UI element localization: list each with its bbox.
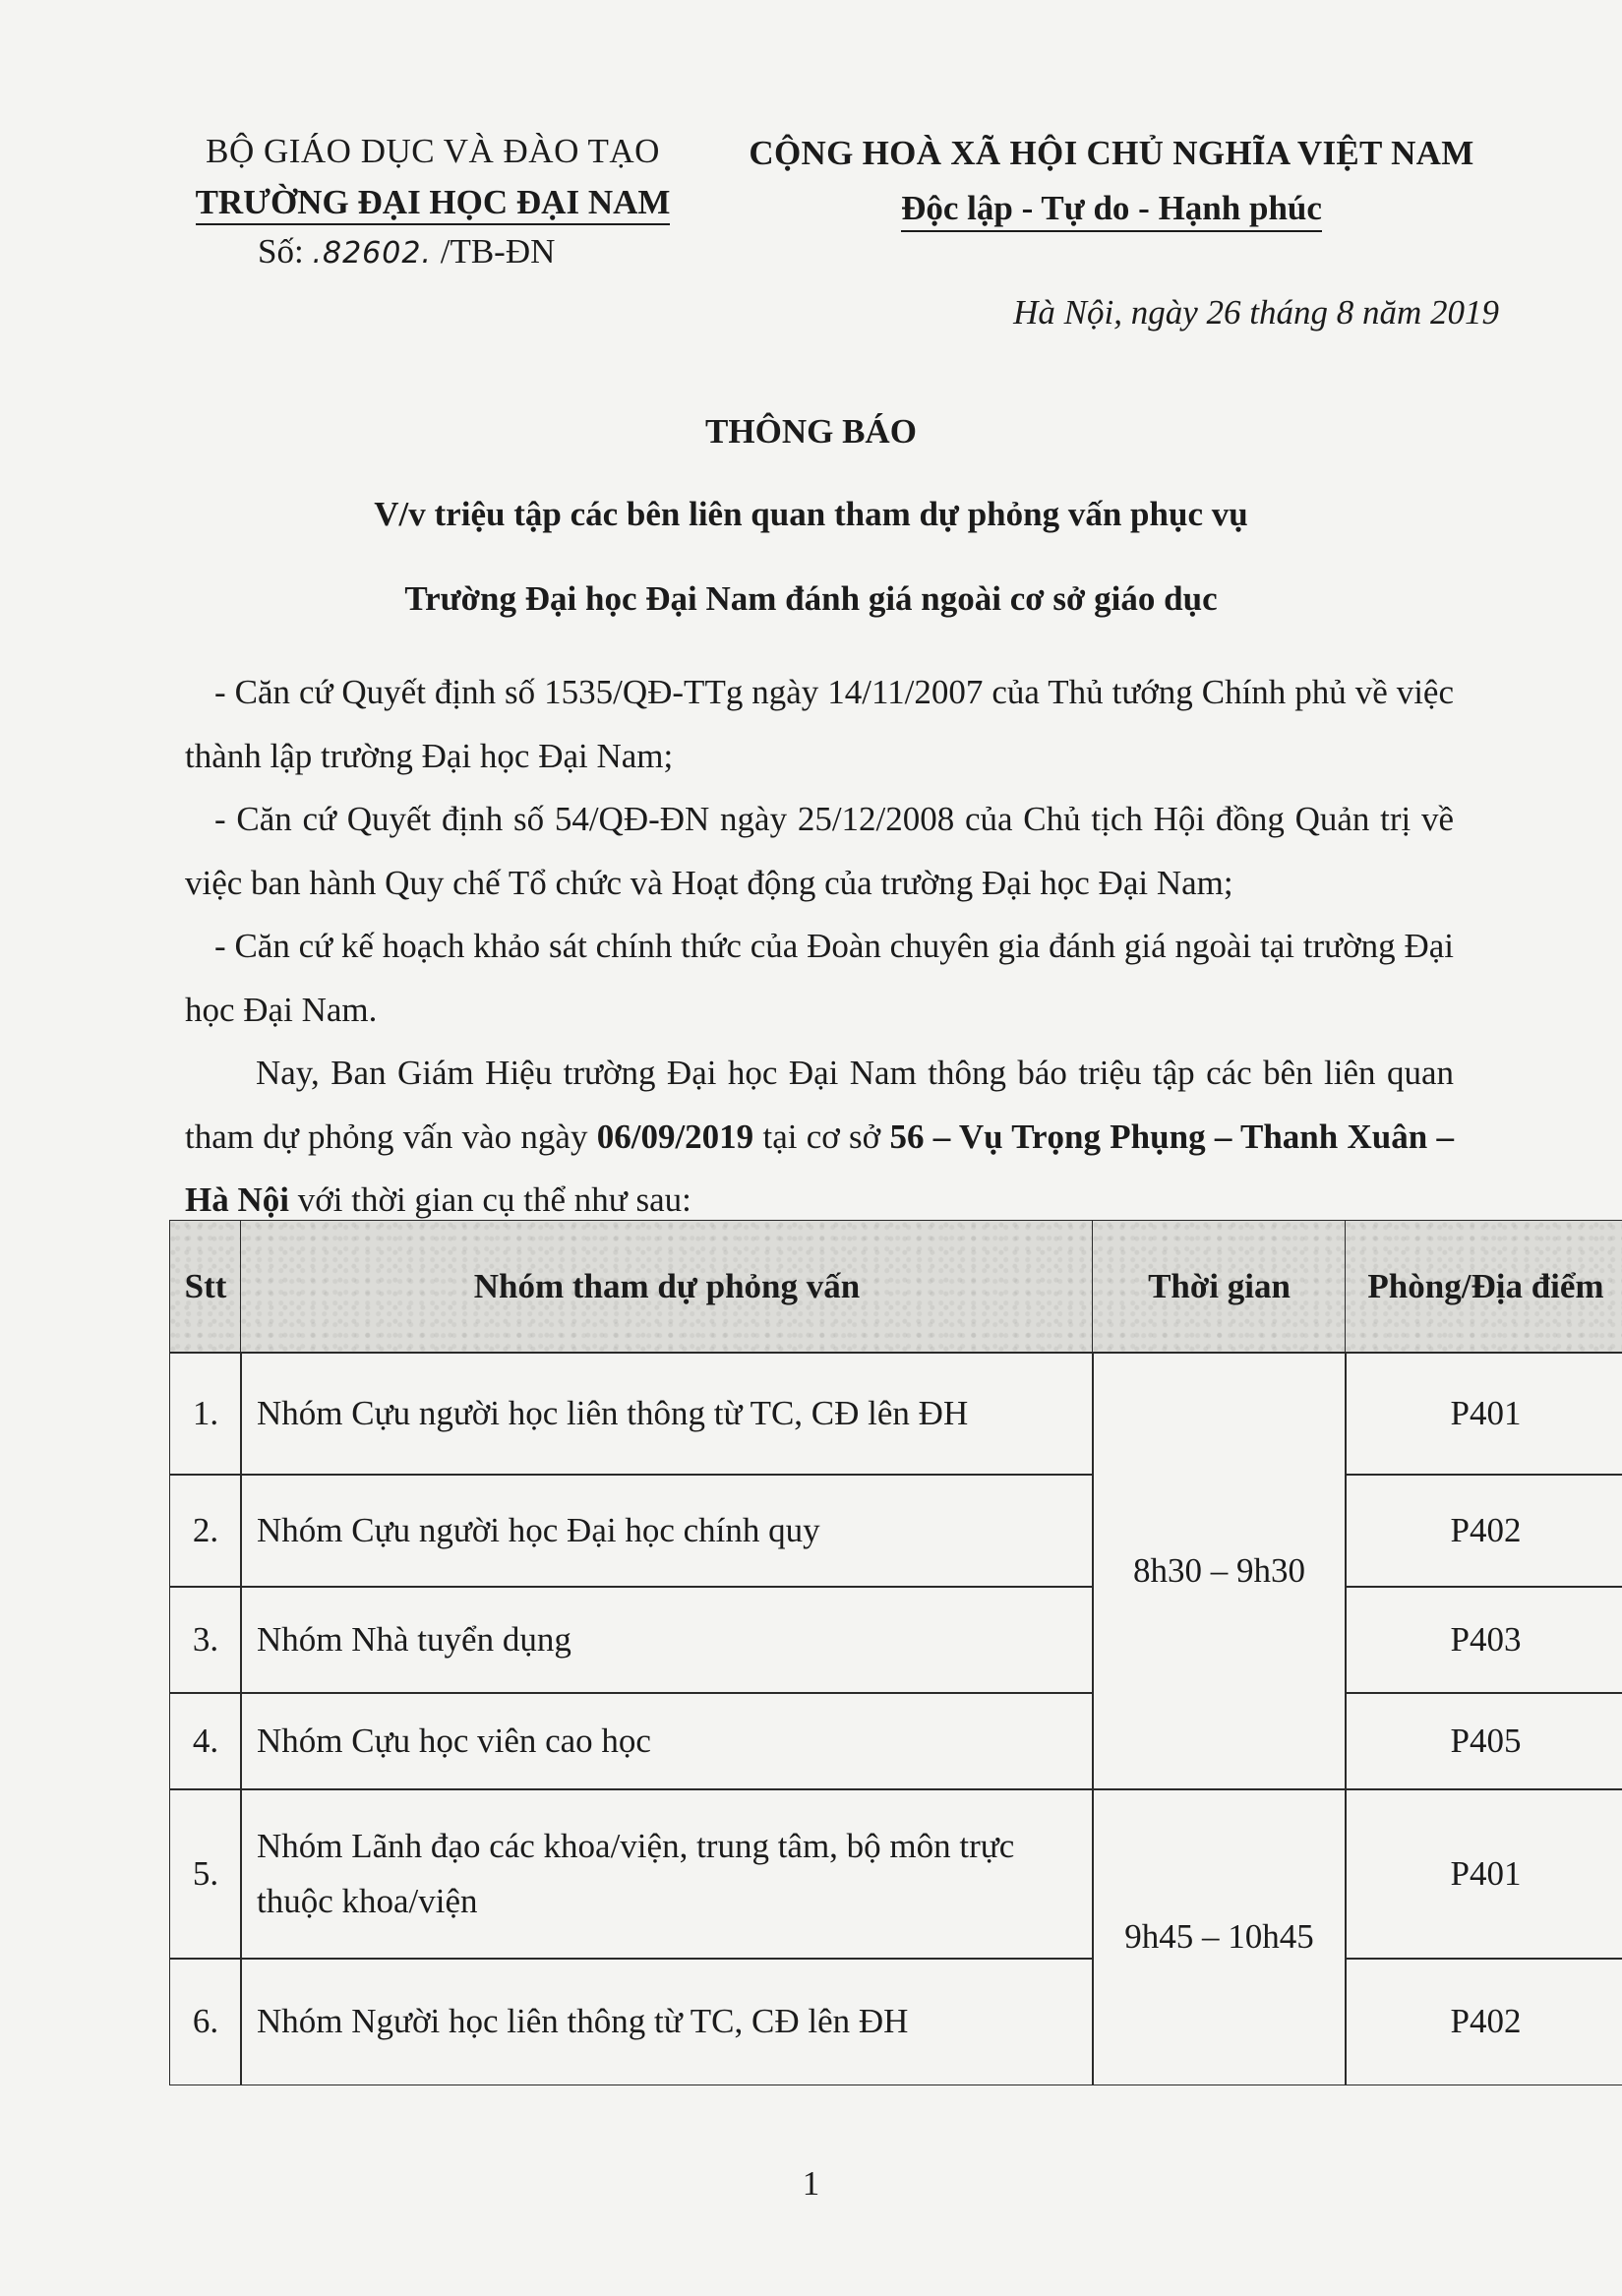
legal-basis-2: - Căn cứ Quyết định số 54/QĐ-ĐN ngày 25/12/2008 của Chủ tịch Hội đồng Quản trị về việc ban hành Quy chế Tổ chức và Hoạt động của trường Đại học Đại Nam; — [185, 800, 1454, 902]
issuer-header — [167, 126, 698, 228]
school-name: TRƯỜNG ĐẠI HỌC ĐẠI NAM — [167, 177, 698, 228]
document-number-value: .82602. — [312, 236, 432, 271]
time-slot-morning-1: 8h30 – 9h30 — [1092, 1352, 1347, 1790]
table-row-1-stt: 1. — [169, 1352, 242, 1476]
column-header-room: Phòng/Địa điểm — [1345, 1220, 1622, 1354]
column-header-group: Nhóm tham dự phỏng vấn — [240, 1220, 1094, 1354]
table-row-3-room: P403 — [1345, 1586, 1622, 1694]
table-row-1-group: Nhóm Cựu người học liên thông từ TC, CĐ lên ĐH — [240, 1352, 1094, 1476]
interview-address: 56 – Vụ Trọng Phụng – Thanh Xuân – Hà Nội — [185, 1117, 1455, 1219]
table-row-1-room: P401 — [1345, 1352, 1622, 1476]
table-row-4-room: P405 — [1345, 1692, 1622, 1790]
table-row-2-stt: 2. — [169, 1474, 242, 1588]
title-subject-line-1: V/v triệu tập các bên liên quan tham dự phỏng vấn phục vụ — [374, 495, 1248, 533]
table-row-5-room: P401 — [1345, 1788, 1622, 1960]
title-subject-line-2: Trường Đại học Đại Nam đánh giá ngoài cơ sở giáo dục — [404, 579, 1218, 618]
page-number: 1 — [802, 2164, 820, 2203]
ministry-name: BỘ GIÁO DỤC VÀ ĐÀO TẠO — [206, 132, 660, 170]
table-row-2-room: P402 — [1345, 1474, 1622, 1588]
notice-paragraph: Nay, Ban Giám Hiệu trường Đại học Đại Nam thông báo triệu tập các bên liên quan tham dự phỏng vấn vào ngày 06/09/2019 tại cơ sở 56 – Vụ Trọng Phụng – Thanh Xuân – Hà Nội với thời gian cụ thể như sau: — [185, 1054, 1455, 1219]
column-header-time: Thời gian — [1092, 1220, 1347, 1354]
document-number: Số: .82602. /TB-ĐN — [258, 232, 556, 271]
national-header — [728, 126, 1495, 236]
document-body — [185, 661, 1454, 1233]
table-row-4-group: Nhóm Cựu học viên cao học — [240, 1692, 1094, 1790]
table-row-6-room: P402 — [1345, 1958, 1622, 2085]
table-row-5-stt: 5. — [169, 1788, 242, 1960]
table-row-6-group: Nhóm Người học liên thông từ TC, CĐ lên ĐH — [240, 1958, 1094, 2085]
interview-date: 06/09/2019 — [596, 1117, 754, 1156]
table-row-3-group: Nhóm Nhà tuyển dụng — [240, 1586, 1094, 1694]
table-row-6-stt: 6. — [169, 1958, 242, 2085]
table-row-3-stt: 3. — [169, 1586, 242, 1694]
column-header-stt: Stt — [169, 1220, 242, 1354]
document-date: Hà Nội, ngày 26 tháng 8 năm 2019 — [1013, 293, 1499, 332]
title-heading: THÔNG BÁO — [705, 412, 917, 451]
legal-basis-3: - Căn cứ kế hoạch khảo sát chính thức của Đoàn chuyên gia đánh giá ngoài tại trường Đại học Đại Nam. — [185, 927, 1454, 1029]
national-motto: Độc lập - Tự do - Hạnh phúc — [728, 181, 1495, 236]
table-row-2-group: Nhóm Cựu người học Đại học chính quy — [240, 1474, 1094, 1588]
table-row-5-group: Nhóm Lãnh đạo các khoa/viện, trung tâm, bộ môn trực thuộc khoa/viện — [240, 1788, 1094, 1960]
document-title — [0, 403, 1622, 647]
table-row-4-stt: 4. — [169, 1692, 242, 1790]
time-slot-morning-2: 9h45 – 10h45 — [1092, 1788, 1347, 2085]
legal-basis-1: - Căn cứ Quyết định số 1535/QĐ-TTg ngày 14/11/2007 của Thủ tướng Chính phủ về việc thành lập trường Đại học Đại Nam; — [185, 673, 1454, 775]
republic-name: CỘNG HOÀ XÃ HỘI CHỦ NGHĨA VIỆT NAM — [749, 134, 1474, 172]
interview-schedule-table — [169, 1220, 1604, 2087]
